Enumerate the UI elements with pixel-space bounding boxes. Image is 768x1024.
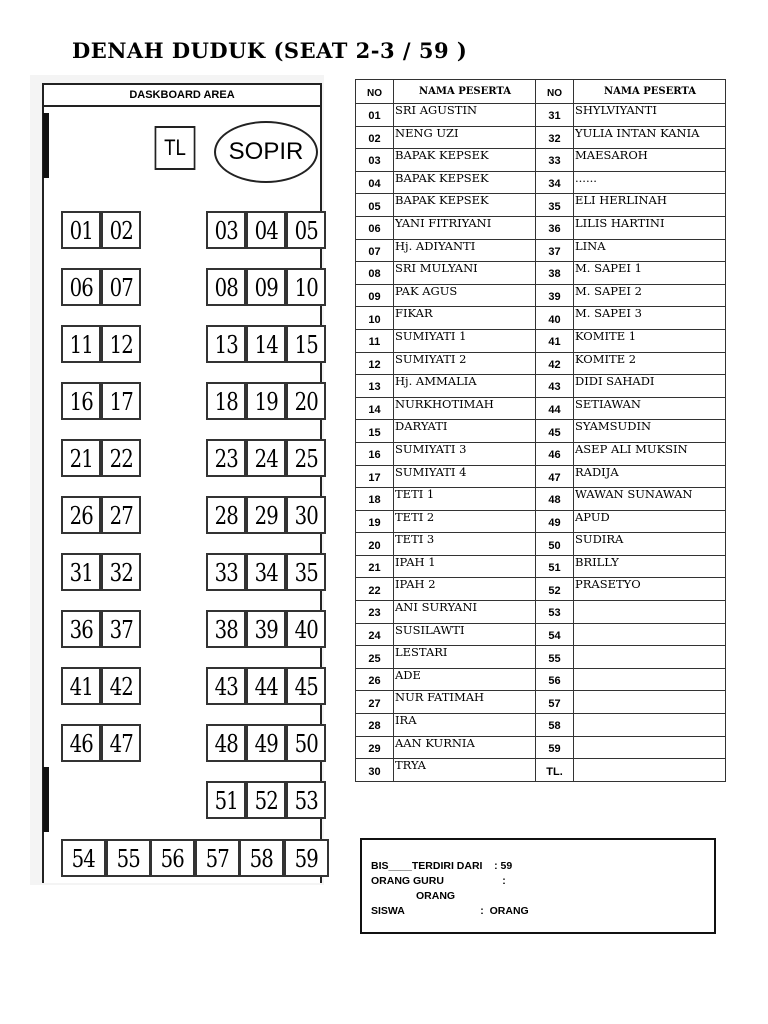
- table-row: [356, 284, 726, 307]
- table-row: [356, 126, 726, 149]
- seat-no-cell: 34: [536, 171, 574, 194]
- participant-name-cell: [574, 691, 726, 714]
- seat-number: 11: [69, 331, 93, 359]
- front-door-marker: [43, 113, 49, 178]
- header-no-left: NO: [356, 80, 394, 104]
- seat[interactable]: [286, 610, 326, 648]
- seat[interactable]: [246, 610, 286, 648]
- participant-name-cell: SUMIYATI 2: [394, 352, 536, 375]
- table-row: [356, 691, 726, 714]
- seat-number: 02: [109, 217, 133, 245]
- participant-name-cell: DARYATI: [394, 420, 536, 443]
- seat[interactable]: [286, 325, 326, 363]
- table-row: [356, 623, 726, 646]
- seat[interactable]: [61, 610, 101, 648]
- seat[interactable]: [101, 724, 141, 762]
- seat-no-cell: 01: [356, 104, 394, 127]
- seat[interactable]: [246, 382, 286, 420]
- seat-no-cell: 02: [356, 126, 394, 149]
- seat[interactable]: [246, 724, 286, 762]
- seat-number: 31: [69, 559, 93, 587]
- bus-seat-map: [30, 75, 324, 885]
- participant-name-cell: BAPAK KEPSEK: [394, 194, 536, 217]
- seat-number: 28: [214, 502, 238, 530]
- seat-no-cell: 58: [536, 714, 574, 737]
- summary-bus-total: BIS____TERDIRI DARI : 59: [371, 860, 513, 872]
- seat-number: 56: [160, 845, 185, 873]
- seat-number: 55: [116, 845, 140, 873]
- seat-number: 25: [294, 445, 318, 473]
- seat-no-cell: 59: [536, 736, 574, 759]
- seat-number: 52: [254, 787, 278, 815]
- table-header-row: [356, 80, 726, 104]
- seat-no-cell: 04: [356, 171, 394, 194]
- seat-number: 15: [294, 331, 318, 359]
- seat[interactable]: [246, 439, 286, 477]
- seat-number: 14: [254, 331, 278, 359]
- participant-name-cell: TETI 3: [394, 533, 536, 556]
- tour-leader-seat[interactable]: TL: [155, 126, 196, 170]
- seat[interactable]: [206, 439, 246, 477]
- seat-number: 51: [214, 787, 238, 815]
- seat-no-cell: 54: [536, 623, 574, 646]
- participant-name-cell: SUMIYATI 3: [394, 442, 536, 465]
- seat[interactable]: [61, 211, 101, 249]
- participant-name-cell: [574, 736, 726, 759]
- participant-name-cell: LILIS HARTINI: [574, 216, 726, 239]
- seat-number: 53: [294, 787, 318, 815]
- seat-no-cell: 20: [356, 533, 394, 556]
- seat-no-cell: 35: [536, 194, 574, 217]
- dashboard-area-label: DASKBOARD AREA: [44, 83, 320, 107]
- table-row: [356, 510, 726, 533]
- participant-name-cell: BAPAK KEPSEK: [394, 149, 536, 172]
- seat-number: 21: [69, 445, 93, 473]
- seat[interactable]: [286, 781, 326, 819]
- participant-name-cell: ANI SURYANI: [394, 601, 536, 624]
- seat[interactable]: [61, 724, 101, 762]
- header-no-right: NO: [536, 80, 574, 104]
- seat[interactable]: [61, 268, 101, 306]
- seat-no-cell: 29: [356, 736, 394, 759]
- participant-name-cell: TETI 1: [394, 488, 536, 511]
- seat[interactable]: [206, 325, 246, 363]
- seat-number: 12: [109, 331, 133, 359]
- participant-name-cell: Hj. AMMALIA: [394, 375, 536, 398]
- participant-name-cell: IPAH 1: [394, 555, 536, 578]
- participant-name-cell: NENG UZI: [394, 126, 536, 149]
- table-row: [356, 216, 726, 239]
- table-row: [356, 397, 726, 420]
- table-row: [356, 601, 726, 624]
- seat-number: 16: [69, 388, 93, 416]
- seat[interactable]: [101, 382, 141, 420]
- seat-no-cell: 09: [356, 284, 394, 307]
- table-row: [356, 307, 726, 330]
- table-row: [356, 759, 726, 782]
- seat-number: 41: [69, 673, 93, 701]
- seat[interactable]: [246, 211, 286, 249]
- seat-number: 43: [214, 673, 238, 701]
- seat-number: 29: [254, 502, 278, 530]
- seat-no-cell: 24: [356, 623, 394, 646]
- seat-no-cell: 17: [356, 465, 394, 488]
- summary-students: SISWA : ORANG: [371, 905, 529, 917]
- table-row: [356, 104, 726, 127]
- seat[interactable]: [286, 439, 326, 477]
- participant-name-cell: SETIAWAN: [574, 397, 726, 420]
- seat[interactable]: [195, 839, 240, 877]
- seat-number: 10: [294, 274, 318, 302]
- seat-no-cell: 05: [356, 194, 394, 217]
- seat[interactable]: [101, 667, 141, 705]
- participant-name-cell: M. SAPEI 3: [574, 307, 726, 330]
- participant-name-cell: IPAH 2: [394, 578, 536, 601]
- participant-name-cell: SUSILAWTI: [394, 623, 536, 646]
- participant-name-cell: SUMIYATI 4: [394, 465, 536, 488]
- participant-name-cell: BRILLY: [574, 555, 726, 578]
- seat-no-cell: 28: [356, 714, 394, 737]
- seat-no-cell: 22: [356, 578, 394, 601]
- participant-name-cell: YULIA INTAN KANIA: [574, 126, 726, 149]
- table-row: [356, 533, 726, 556]
- seat-no-cell: 56: [536, 668, 574, 691]
- seat-number: 30: [294, 502, 318, 530]
- table-row: [356, 239, 726, 262]
- participant-name-cell: FIKAR: [394, 307, 536, 330]
- seat-no-cell: 07: [356, 239, 394, 262]
- seat[interactable]: [286, 496, 326, 534]
- seat-no-cell: 48: [536, 488, 574, 511]
- seat-no-cell: 03: [356, 149, 394, 172]
- seat-number: 58: [249, 845, 274, 873]
- participant-name-cell: YANI FITRIYANI: [394, 216, 536, 239]
- seat-number: 54: [71, 845, 96, 873]
- seat-no-cell: 25: [356, 646, 394, 669]
- table-row: [356, 329, 726, 352]
- seat[interactable]: [101, 610, 141, 648]
- participant-name-cell: [574, 714, 726, 737]
- seat-no-cell: 57: [536, 691, 574, 714]
- table-row: [356, 465, 726, 488]
- seat-no-cell: 46: [536, 442, 574, 465]
- seat-no-cell: 49: [536, 510, 574, 533]
- seat[interactable]: [286, 382, 326, 420]
- seat[interactable]: [206, 667, 246, 705]
- seat-number: 39: [254, 616, 278, 644]
- participant-name-cell: SUDIRA: [574, 533, 726, 556]
- participant-name-cell: RADIJA: [574, 465, 726, 488]
- seat[interactable]: [101, 496, 141, 534]
- seat-no-cell: 55: [536, 646, 574, 669]
- seat-number: 47: [109, 730, 133, 758]
- seat-no-cell: 52: [536, 578, 574, 601]
- seat-number: 04: [254, 217, 278, 245]
- participant-name-cell: PRASETYO: [574, 578, 726, 601]
- seat[interactable]: [61, 553, 101, 591]
- seat-no-cell: 51: [536, 555, 574, 578]
- participant-name-cell: AAN KURNIA: [394, 736, 536, 759]
- seat[interactable]: [101, 268, 141, 306]
- seat[interactable]: [206, 724, 246, 762]
- seat-number: 32: [109, 559, 133, 587]
- seat[interactable]: [284, 839, 329, 877]
- table-row: [356, 646, 726, 669]
- seat-number: 42: [109, 673, 133, 701]
- seat-no-cell: 38: [536, 262, 574, 285]
- seat-no-cell: TL.: [536, 759, 574, 782]
- seat-no-cell: 06: [356, 216, 394, 239]
- seat[interactable]: [246, 268, 286, 306]
- seat[interactable]: [206, 496, 246, 534]
- participant-name-cell: M. SAPEI 2: [574, 284, 726, 307]
- page-title: DENAH DUDUK (SEAT 2-3 / 59 ): [72, 38, 468, 63]
- seat[interactable]: [61, 839, 106, 877]
- participant-name-cell: APUD: [574, 510, 726, 533]
- seat-number: 38: [214, 616, 238, 644]
- participant-name-cell: DIDI SAHADI: [574, 375, 726, 398]
- participant-name-cell: SHYLVIYANTI: [574, 104, 726, 127]
- table-row: [356, 736, 726, 759]
- seat-number: 24: [254, 445, 278, 473]
- seat-no-cell: 40: [536, 307, 574, 330]
- participant-name-cell: ......: [574, 171, 726, 194]
- participant-name-cell: PAK AGUS: [394, 284, 536, 307]
- seat-no-cell: 43: [536, 375, 574, 398]
- participant-name-cell: KOMITE 1: [574, 329, 726, 352]
- seat[interactable]: [239, 839, 284, 877]
- participant-name-cell: BAPAK KEPSEK: [394, 171, 536, 194]
- participant-name-cell: [574, 646, 726, 669]
- table-row: [356, 375, 726, 398]
- seat-no-cell: 27: [356, 691, 394, 714]
- participant-name-cell: SRI AGUSTIN: [394, 104, 536, 127]
- seat[interactable]: [286, 211, 326, 249]
- seat[interactable]: [150, 839, 195, 877]
- table-row: [356, 171, 726, 194]
- seat[interactable]: [246, 781, 286, 819]
- seat-number: 48: [214, 730, 238, 758]
- seat[interactable]: [206, 781, 246, 819]
- participant-name-cell: NUR FATIMAH: [394, 691, 536, 714]
- table-row: [356, 442, 726, 465]
- seat-number: 33: [214, 559, 238, 587]
- participant-name-cell: MAESAROH: [574, 149, 726, 172]
- seat-number: 36: [69, 616, 93, 644]
- seat-number: 13: [214, 331, 238, 359]
- seat-no-cell: 18: [356, 488, 394, 511]
- seat-no-cell: 30: [356, 759, 394, 782]
- seat[interactable]: [61, 496, 101, 534]
- seat[interactable]: [286, 553, 326, 591]
- seat[interactable]: [286, 667, 326, 705]
- summary-teachers: ORANG GURU :: [371, 875, 506, 887]
- seat-number: 44: [254, 673, 278, 701]
- participant-name-cell: [574, 601, 726, 624]
- seat[interactable]: [61, 382, 101, 420]
- participant-name-cell: [574, 668, 726, 691]
- participant-name-cell: SYAMSUDIN: [574, 420, 726, 443]
- seat[interactable]: [206, 382, 246, 420]
- participant-name-cell: NURKHOTIMAH: [394, 397, 536, 420]
- seat[interactable]: [61, 325, 101, 363]
- header-name-left: NAMA PESERTA: [394, 80, 536, 104]
- seat-no-cell: 12: [356, 352, 394, 375]
- seat-number: 18: [214, 388, 238, 416]
- seat-no-cell: 19: [356, 510, 394, 533]
- seat[interactable]: [206, 553, 246, 591]
- participant-name-cell: [574, 623, 726, 646]
- seat-number: 23: [214, 445, 238, 473]
- seat[interactable]: [61, 667, 101, 705]
- seat-no-cell: 32: [536, 126, 574, 149]
- seat-number: 07: [109, 274, 133, 302]
- participant-name-cell: M. SAPEI 1: [574, 262, 726, 285]
- participant-name-cell: LINA: [574, 239, 726, 262]
- seat-number: 06: [69, 274, 93, 302]
- seat-number: 50: [294, 730, 318, 758]
- seat-no-cell: 45: [536, 420, 574, 443]
- participant-name-cell: KOMITE 2: [574, 352, 726, 375]
- seat[interactable]: [101, 553, 141, 591]
- table-row: [356, 149, 726, 172]
- rear-door-marker: [43, 767, 49, 832]
- seat-no-cell: 47: [536, 465, 574, 488]
- table-row: [356, 555, 726, 578]
- seat-number: 45: [294, 673, 318, 701]
- seat-no-cell: 41: [536, 329, 574, 352]
- participant-name-cell: ADE: [394, 668, 536, 691]
- seat-no-cell: 42: [536, 352, 574, 375]
- summary-teachers-unit: ORANG: [416, 890, 456, 902]
- seat[interactable]: [246, 553, 286, 591]
- seat-number: 57: [205, 845, 229, 873]
- seat-number: 19: [254, 388, 278, 416]
- participant-name-cell: WAWAN SUNAWAN: [574, 488, 726, 511]
- seat-number: 27: [109, 502, 133, 530]
- table-row: [356, 488, 726, 511]
- seat-no-cell: 37: [536, 239, 574, 262]
- seat[interactable]: [101, 325, 141, 363]
- seat-number: 01: [69, 217, 93, 245]
- seat-no-cell: 33: [536, 149, 574, 172]
- seat[interactable]: [246, 667, 286, 705]
- participant-name-cell: IRA: [394, 714, 536, 737]
- seat-number: 46: [69, 730, 93, 758]
- seat-no-cell: 26: [356, 668, 394, 691]
- table-row: [356, 714, 726, 737]
- seat-no-cell: 10: [356, 307, 394, 330]
- seat-no-cell: 44: [536, 397, 574, 420]
- participant-name-cell: TRYA: [394, 759, 536, 782]
- seat-no-cell: 21: [356, 555, 394, 578]
- table-row: [356, 262, 726, 285]
- seat-no-cell: 16: [356, 442, 394, 465]
- table-row: [356, 420, 726, 443]
- seat[interactable]: [206, 610, 246, 648]
- seat-no-cell: 36: [536, 216, 574, 239]
- seat[interactable]: [286, 724, 326, 762]
- participant-name-cell: ELI HERLINAH: [574, 194, 726, 217]
- participant-name-cell: TETI 2: [394, 510, 536, 533]
- participant-name-cell: SRI MULYANI: [394, 262, 536, 285]
- seat-no-cell: 11: [356, 329, 394, 352]
- bus-summary-box: [360, 838, 716, 934]
- seat[interactable]: [206, 211, 246, 249]
- participant-name-cell: ASEP ALI MUKSIN: [574, 442, 726, 465]
- seat-number: 34: [254, 559, 278, 587]
- participant-table: [355, 79, 726, 782]
- participant-name-cell: [574, 759, 726, 782]
- seat-number: 59: [294, 845, 318, 873]
- seat-number: 37: [109, 616, 133, 644]
- participant-name-cell: Hj. ADIYANTI: [394, 239, 536, 262]
- seat-number: 08: [214, 274, 238, 302]
- seat-number: 26: [69, 502, 93, 530]
- seat-number: 22: [109, 445, 133, 473]
- participant-name-cell: SUMIYATI 1: [394, 329, 536, 352]
- participant-name-cell: LESTARI: [394, 646, 536, 669]
- seat-no-cell: 53: [536, 601, 574, 624]
- seat-number: 20: [294, 388, 318, 416]
- seat-no-cell: 31: [536, 104, 574, 127]
- seat[interactable]: [101, 211, 141, 249]
- seat-number: 03: [214, 217, 238, 245]
- seat-no-cell: 08: [356, 262, 394, 285]
- table-row: [356, 578, 726, 601]
- seat-no-cell: 50: [536, 533, 574, 556]
- table-row: [356, 668, 726, 691]
- header-name-right: NAMA PESERTA: [574, 80, 726, 104]
- seat-no-cell: 15: [356, 420, 394, 443]
- seat[interactable]: [246, 325, 286, 363]
- seat-number: 09: [254, 274, 278, 302]
- seat[interactable]: [246, 496, 286, 534]
- seat[interactable]: [286, 268, 326, 306]
- seat-number: 49: [254, 730, 278, 758]
- seat[interactable]: [106, 839, 151, 877]
- seat[interactable]: [101, 439, 141, 477]
- seat-no-cell: 13: [356, 375, 394, 398]
- seat-number: 17: [109, 388, 133, 416]
- seat-number: 35: [294, 559, 318, 587]
- seat[interactable]: [61, 439, 101, 477]
- driver-seat[interactable]: SOPIR: [214, 121, 318, 183]
- table-row: [356, 194, 726, 217]
- seat-number: 40: [294, 616, 318, 644]
- seat[interactable]: [206, 268, 246, 306]
- table-row: [356, 352, 726, 375]
- seat-no-cell: 14: [356, 397, 394, 420]
- seat-number: 05: [294, 217, 318, 245]
- seat-no-cell: 39: [536, 284, 574, 307]
- seat-no-cell: 23: [356, 601, 394, 624]
- bus-body: [42, 83, 322, 883]
